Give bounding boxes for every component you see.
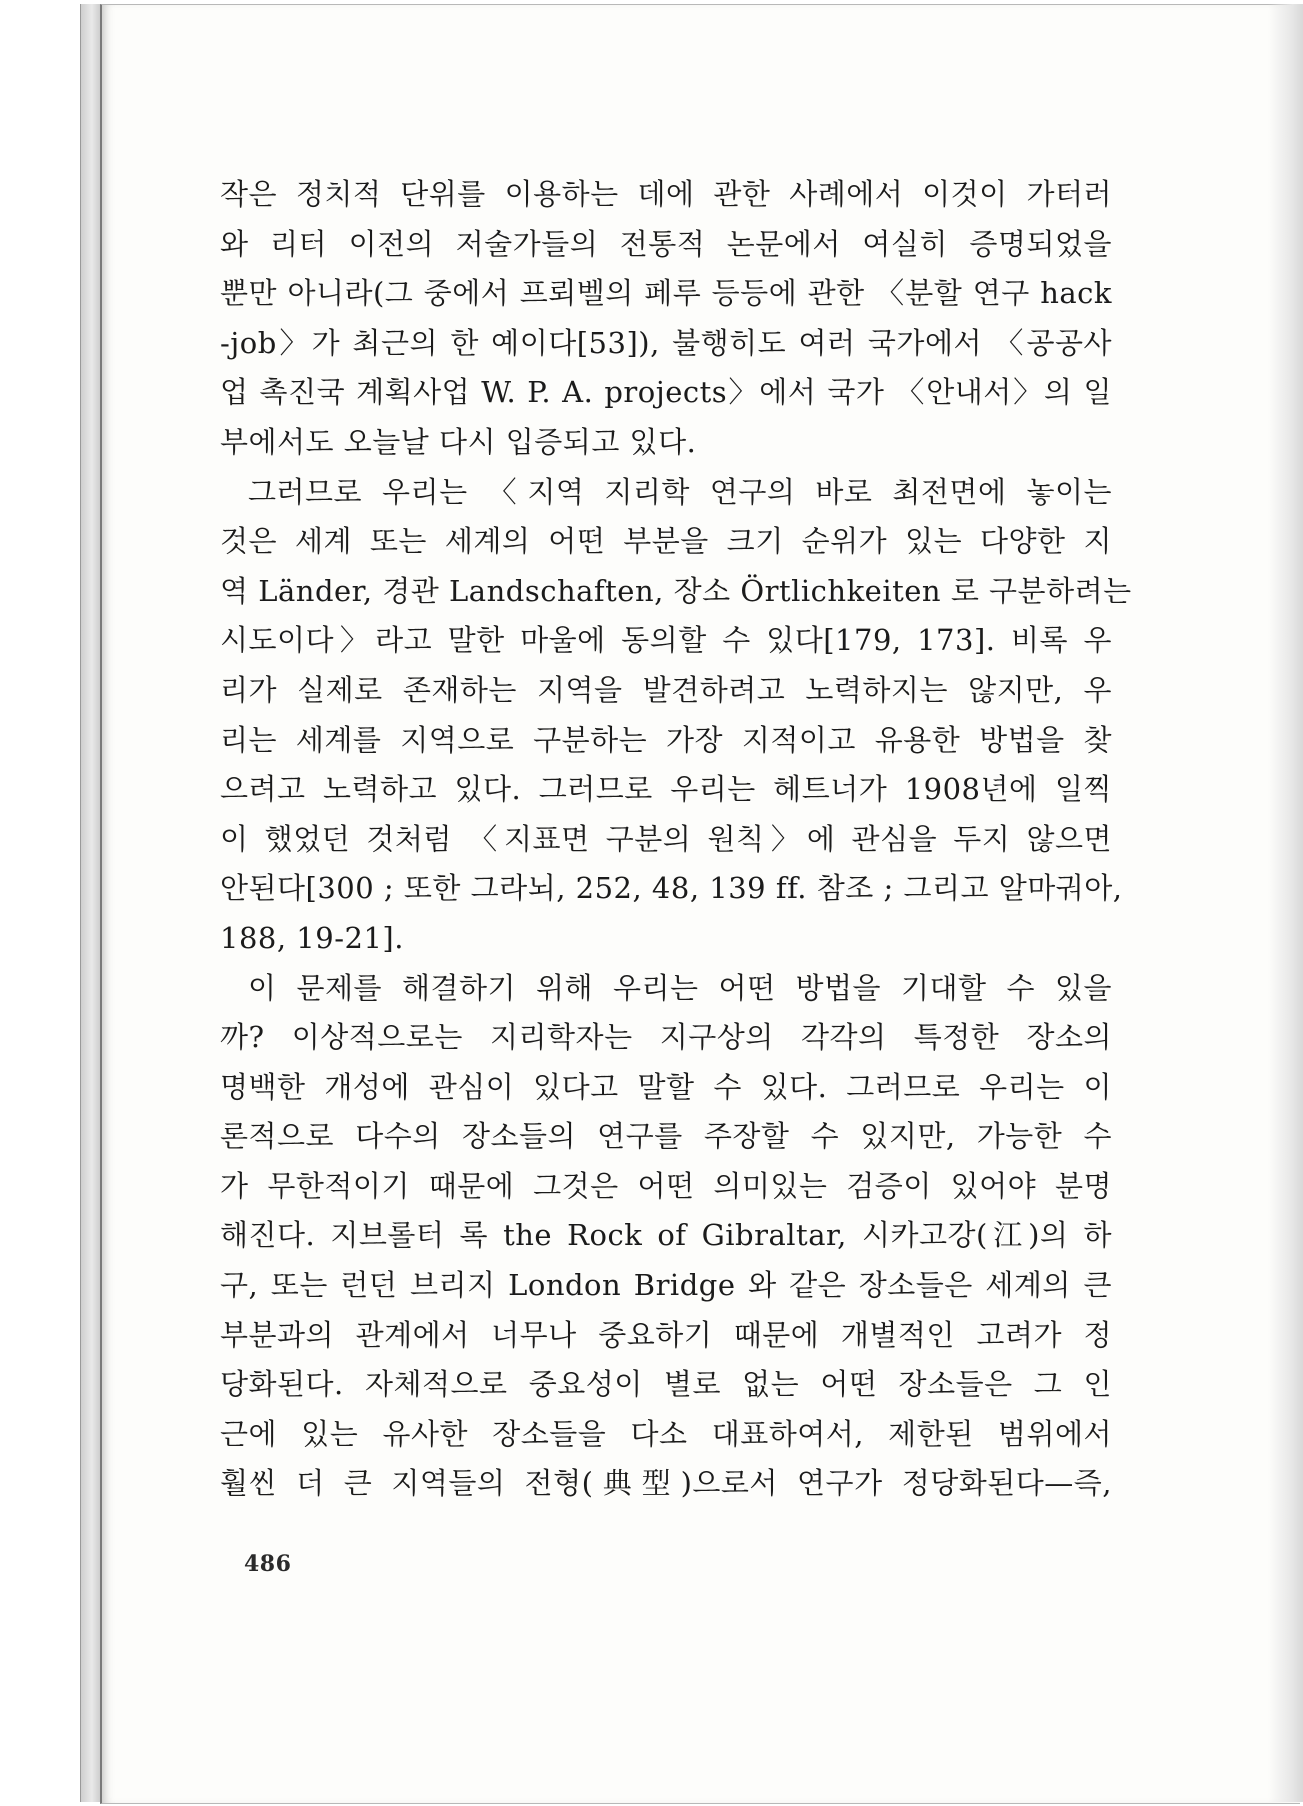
page-edge-shadow (1268, 4, 1303, 1802)
text-line: 뿐만 아니라(그 중에서 프뢰벨의 페루 등등에 관한 〈분할 연구 hack (220, 276, 1112, 311)
text-line: 이 문제를 해결하기 위해 우리는 어떤 방법을 기대할 수 있을 (248, 970, 1112, 1005)
body-text (220, 170, 1132, 1509)
text-line: -job〉가 최근의 한 예이다[53]), 불행히도 여러 국가에서 〈공공사 (220, 325, 1112, 360)
text-line: 론적으로 다수의 장소들의 연구를 주장할 수 있지만, 가능한 수 (220, 1119, 1112, 1154)
text-line: 리가 실제로 존재하는 지역을 발견하려고 노력하지는 않지만, 우 (220, 672, 1112, 707)
text-line: 역 Länder, 경관 Landschaften, 장소 Örtlichkeiten 로 구분하려는 (220, 573, 1132, 608)
text-line: 리는 세계를 지역으로 구분하는 가장 지적이고 유용한 방법을 찾 (220, 722, 1112, 757)
text-line: 업 촉진국 계획사업 W. P. A. projects〉에서 국가 〈안내서〉의 일 (220, 375, 1112, 410)
text-line: 188, 19-21]. (220, 920, 404, 955)
text-line: 훨씬 더 큰 지역들의 전형(典型)으로서 연구가 정당화된다—즉, (220, 1466, 1112, 1501)
text-line: 와 리터 이전의 저술가들의 전통적 논문에서 여실히 증명되었을 (220, 226, 1112, 261)
text-line: 근에 있는 유사한 장소들을 다소 대표하여서, 제한된 범위에서 (220, 1416, 1112, 1451)
text-line: 작은 정치적 단위를 이용하는 데에 관한 사례에서 이것이 가터러 (220, 177, 1112, 211)
text-line: 부에서도 오늘날 다시 입증되고 있다. (220, 424, 697, 459)
text-line: 구, 또는 런던 브리지 London Bridge 와 같은 장소들은 세계의 큰 (220, 1268, 1112, 1303)
text-line: 것은 세계 또는 세계의 어떤 부분을 크기 순위가 있는 다양한 지 (220, 524, 1112, 559)
text-line: 까? 이상적으로는 지리학자는 지구상의 각각의 특정한 장소의 (220, 1020, 1112, 1055)
text-line: 가 무한적이기 때문에 그것은 어떤 의미있는 검증이 있어야 분명 (220, 1168, 1112, 1203)
text-line: 안된다[300 ; 또한 그라뇌, 252, 48, 139 ff. 참조 ; 그리고 알마궈아, (220, 871, 1123, 906)
text-line: 그러므로 우리는 〈지역 지리학 연구의 바로 최전면에 놓이는 (248, 474, 1112, 509)
text-line: 이 했었던 것처럼 〈지표면 구분의 원칙〉에 관심을 두지 않으면 (220, 821, 1112, 856)
text-line: 으려고 노력하고 있다. 그러므로 우리는 헤트너가 1908년에 일찍 (220, 772, 1112, 807)
text-line: 시도이다〉라고 말한 마울에 동의할 수 있다[179, 173]. 비록 우 (220, 623, 1112, 658)
text-line: 당화된다. 자체적으로 중요성이 별로 없는 어떤 장소들은 그 인 (220, 1367, 1112, 1402)
text-line: 부분과의 관계에서 너무나 중요하기 때문에 개별적인 고려가 정 (220, 1317, 1112, 1352)
text-line: 명백한 개성에 관심이 있다고 말할 수 있다. 그러므로 우리는 이 (220, 1069, 1112, 1104)
text-line: 해진다. 지브롤터 록 the Rock of Gibraltar, 시카고강(江)의 하 (220, 1218, 1112, 1253)
page-number: 486 (244, 1551, 292, 1577)
